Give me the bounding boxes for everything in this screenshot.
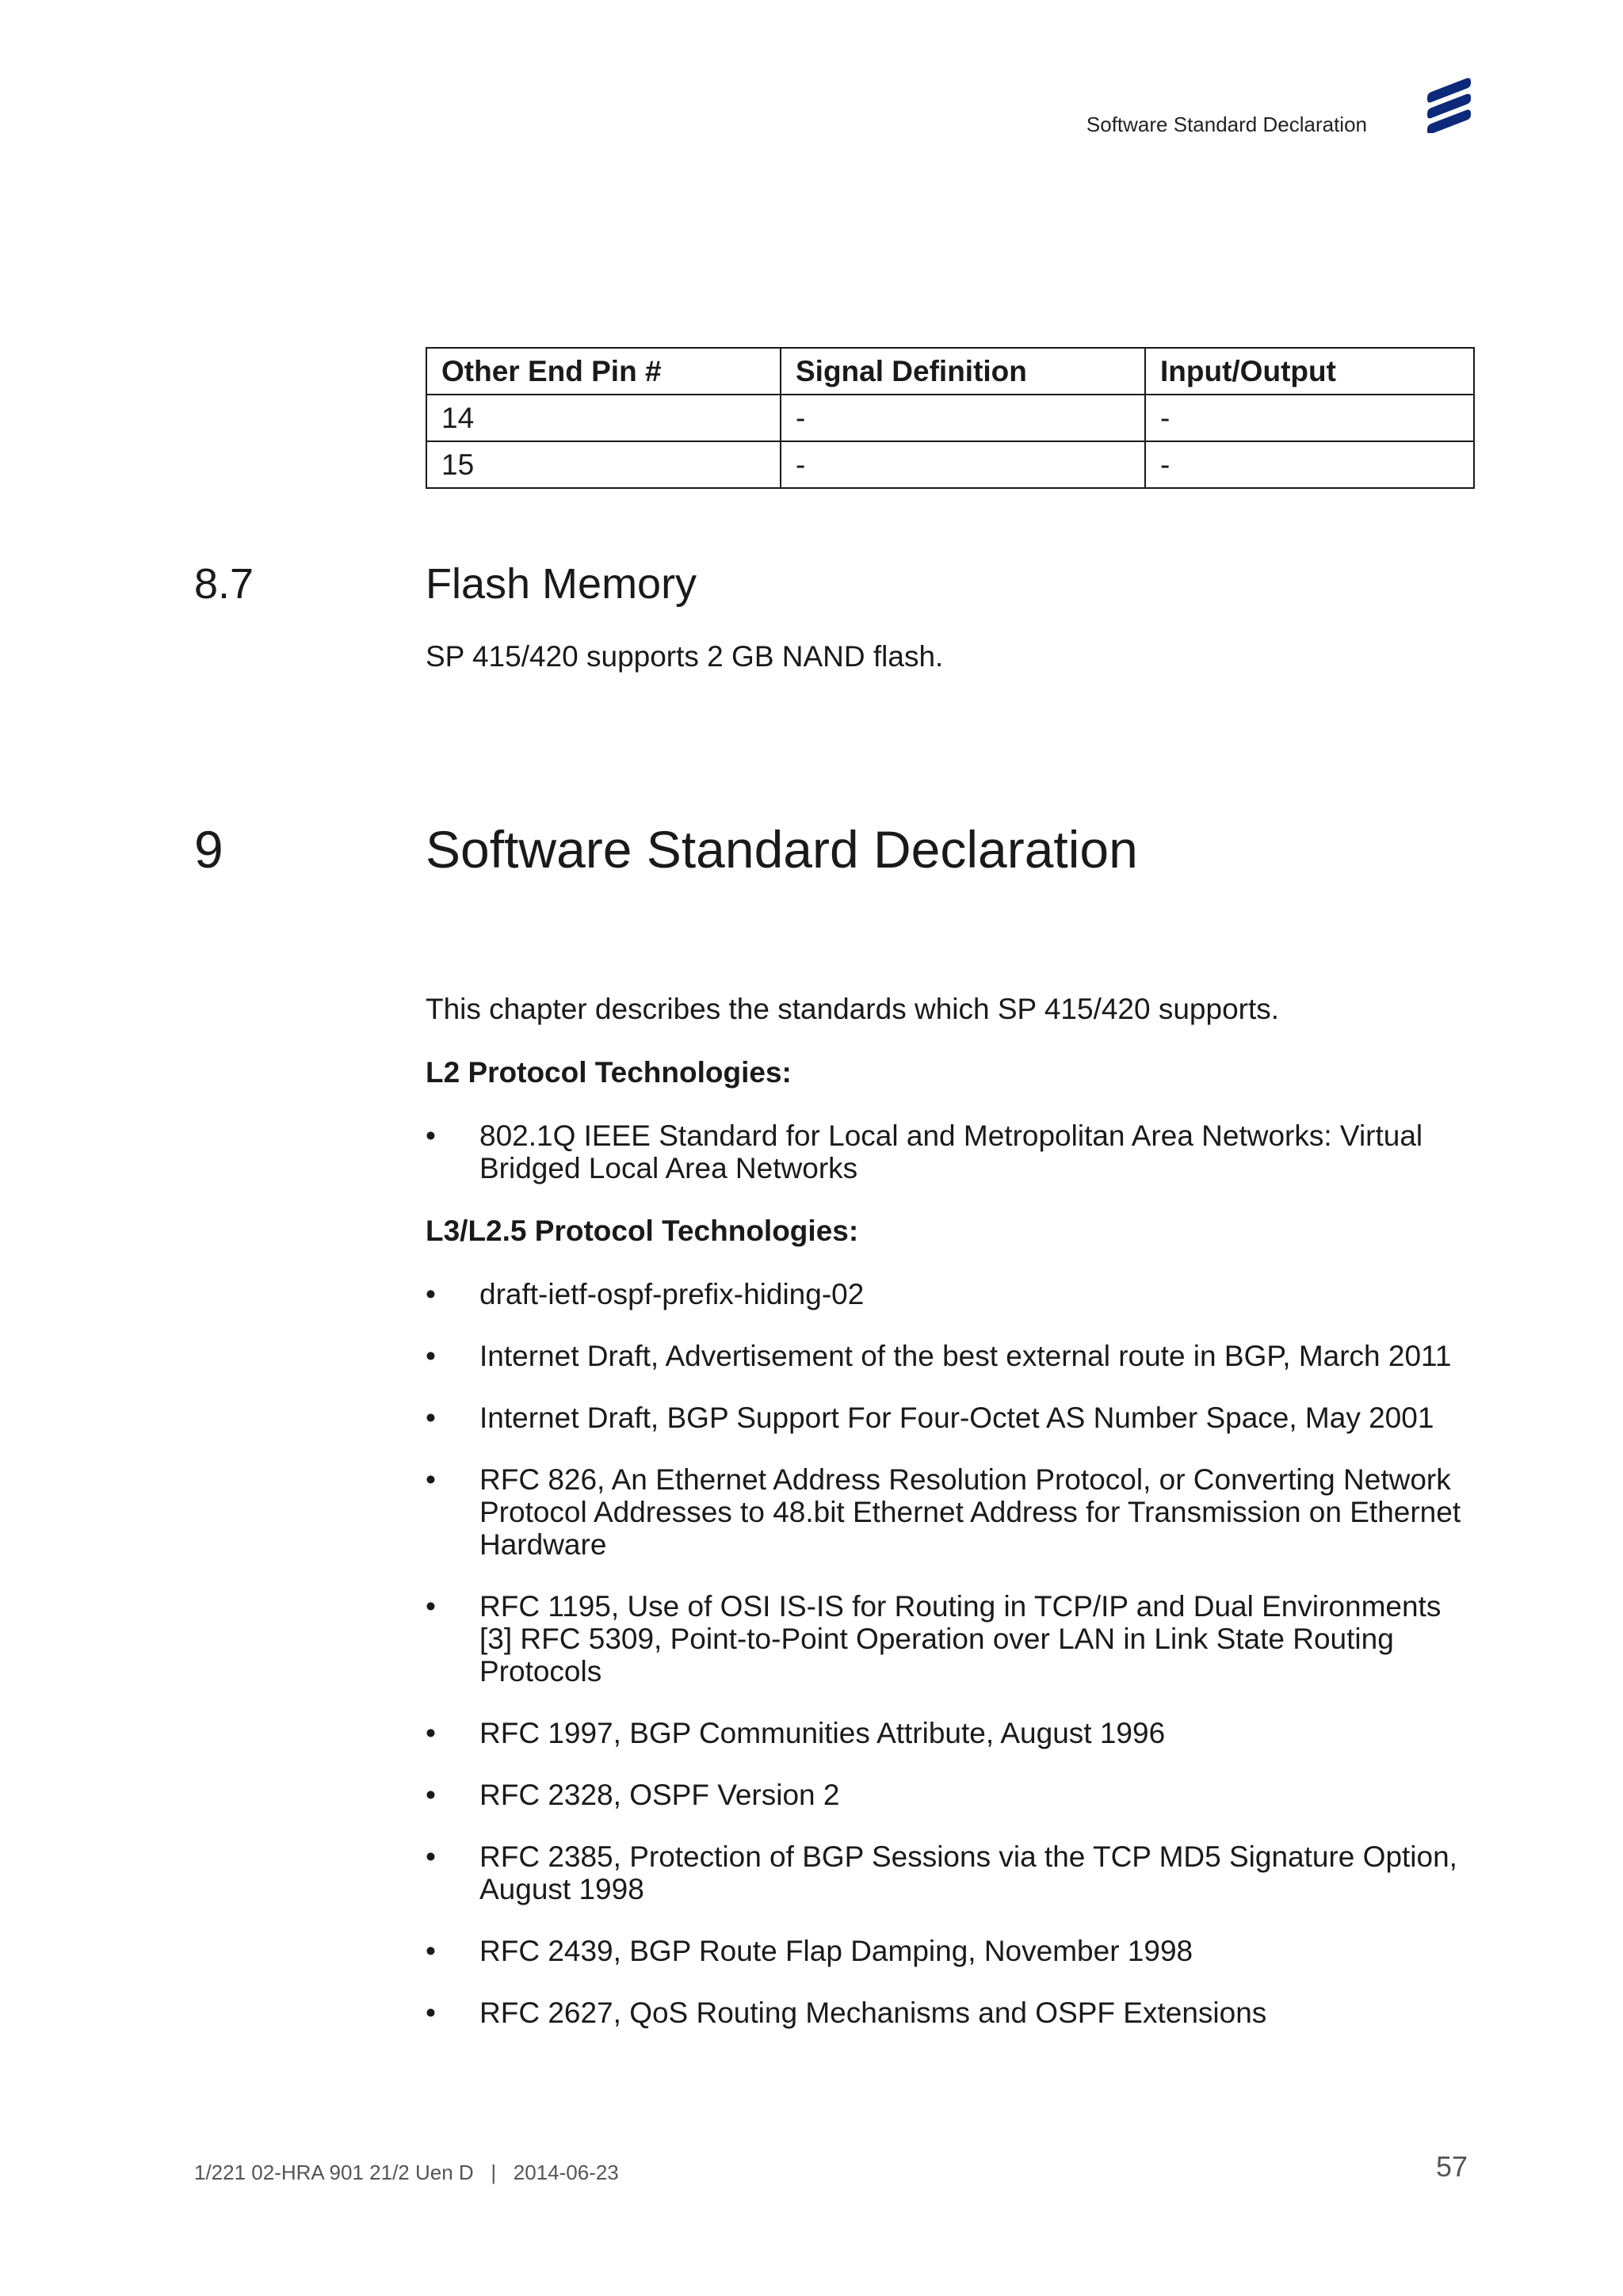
list-item bbox=[426, 1402, 1480, 1434]
bullet-icon: • bbox=[426, 1402, 436, 1434]
bullet-icon: • bbox=[426, 1717, 436, 1749]
chapter-title: Software Standard Declaration bbox=[426, 820, 1138, 879]
chapter-number: 9 bbox=[194, 820, 223, 879]
pin-table bbox=[426, 347, 1475, 489]
table-row bbox=[426, 395, 1474, 441]
list-item bbox=[426, 1340, 1480, 1372]
list-item-text: Internet Draft, BGP Support For Four-Octet AS Number Space, May 2001 bbox=[479, 1402, 1434, 1434]
list-item bbox=[426, 1997, 1480, 2029]
section-body: SP 415/420 supports 2 GB NAND flash. bbox=[426, 640, 944, 673]
list-item bbox=[426, 1590, 1480, 1688]
l3-list bbox=[426, 1278, 1480, 2029]
column-header: Input/Output bbox=[1145, 348, 1474, 395]
chapter-intro: This chapter describes the standards which SP 415/420 supports. bbox=[426, 993, 1280, 1025]
bullet-icon: • bbox=[426, 1119, 436, 1152]
table-cell: 15 bbox=[426, 441, 781, 488]
list-item-text: draft-ietf-ospf-prefix-hiding-02 bbox=[479, 1278, 865, 1310]
list-item-text: RFC 826, An Ethernet Address Resolution Protocol, or Converting Network Protocol Addresses to 48.bit Ethernet Address for Transmission on Ethernet Hardware bbox=[479, 1463, 1461, 1561]
list-item bbox=[426, 1278, 1480, 1310]
bullet-icon: • bbox=[426, 1463, 436, 1496]
list-item-text: RFC 2328, OSPF Version 2 bbox=[479, 1779, 840, 1811]
list-item bbox=[426, 1935, 1480, 1967]
column-header: Signal Definition bbox=[781, 348, 1145, 395]
list-item bbox=[426, 1779, 1480, 1811]
l2-heading: L2 Protocol Technologies: bbox=[426, 1056, 792, 1089]
table-row bbox=[426, 441, 1474, 488]
section-title: Flash Memory bbox=[426, 560, 697, 608]
bullet-icon: • bbox=[426, 1935, 436, 1967]
table-header-row bbox=[426, 348, 1474, 395]
bullet-icon: • bbox=[426, 1779, 436, 1811]
list-item-text: RFC 2385, Protection of BGP Sessions via the TCP MD5 Signature Option, August 1998 bbox=[479, 1840, 1457, 1905]
table-cell: - bbox=[1145, 441, 1474, 488]
table-cell: - bbox=[1145, 395, 1474, 441]
l2-list bbox=[426, 1119, 1480, 1184]
list-item bbox=[426, 1463, 1480, 1561]
section-number: 8.7 bbox=[194, 560, 254, 608]
page-number: 57 bbox=[1435, 2150, 1468, 2183]
table-cell: 14 bbox=[426, 395, 781, 441]
list-item-text: RFC 1997, BGP Communities Attribute, August 1996 bbox=[479, 1717, 1166, 1749]
list-item-text: Internet Draft, Advertisement of the best external route in BGP, March 2011 bbox=[479, 1340, 1452, 1372]
bullet-icon: • bbox=[426, 1590, 436, 1623]
column-header: Other End Pin # bbox=[426, 348, 781, 395]
list-item-text: 802.1Q IEEE Standard for Local and Metropolitan Area Networks: Virtual Bridged Local Area Networks bbox=[479, 1119, 1423, 1184]
bullet-icon: • bbox=[426, 1340, 436, 1372]
bullet-icon: • bbox=[426, 1997, 436, 2029]
running-header: Software Standard Declaration bbox=[1086, 113, 1367, 136]
list-item bbox=[426, 1840, 1480, 1905]
list-item-text: RFC 2439, BGP Route Flap Damping, November 1998 bbox=[479, 1935, 1193, 1967]
table-cell: - bbox=[781, 441, 1145, 488]
ericsson-logo-icon bbox=[1426, 76, 1472, 133]
bullet-icon: • bbox=[426, 1840, 436, 1873]
footer-doc-ref: 1/221 02-HRA 901 21/2 Uen D | 2014-06-23 bbox=[194, 2161, 619, 2184]
bullet-icon: • bbox=[426, 1278, 436, 1310]
list-item bbox=[426, 1119, 1480, 1184]
table-cell: - bbox=[781, 395, 1145, 441]
list-item-text: RFC 1195, Use of OSI IS-IS for Routing in TCP/IP and Dual Environments [3] RFC 5309, Point-to-Point Operation over LAN in Link State Routing Protocols bbox=[479, 1590, 1442, 1688]
list-item-text: RFC 2627, QoS Routing Mechanisms and OSPF Extensions bbox=[479, 1997, 1267, 2029]
list-item bbox=[426, 1717, 1480, 1749]
l3-heading: L3/L2.5 Protocol Technologies: bbox=[426, 1215, 859, 1247]
